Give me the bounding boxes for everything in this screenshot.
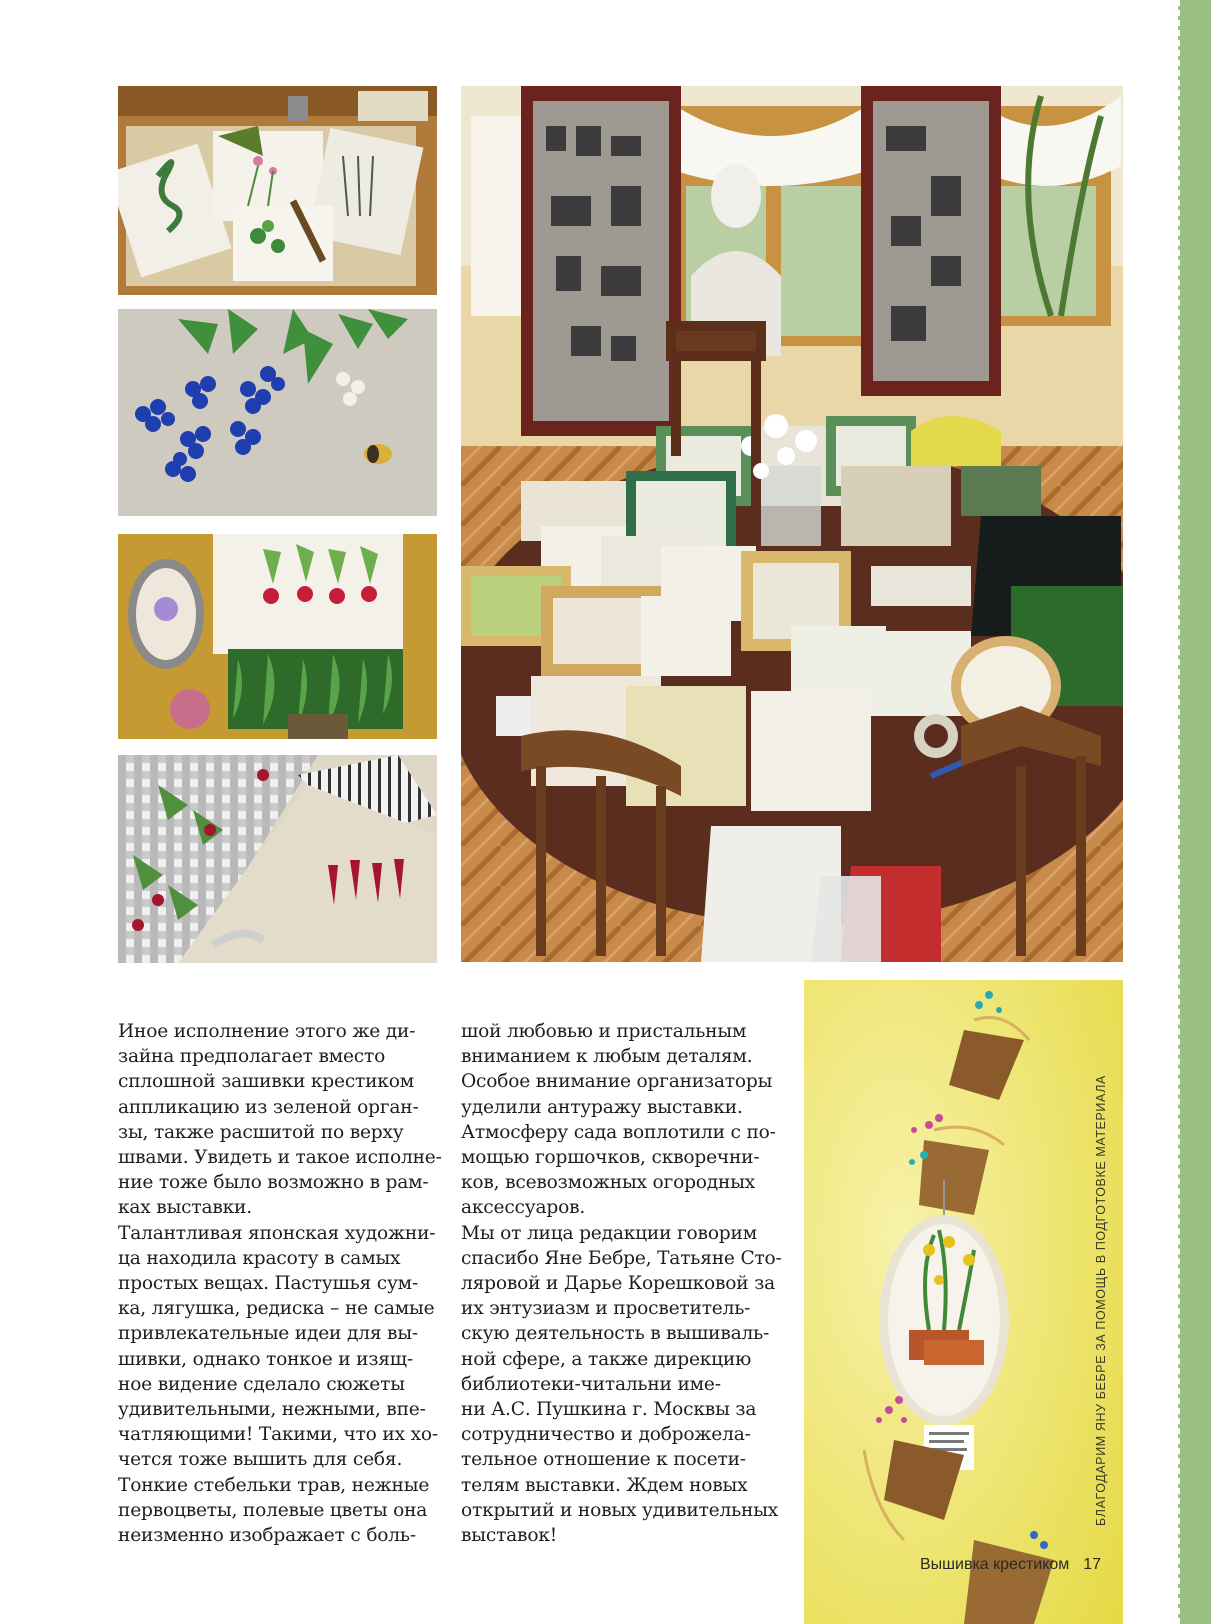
article-line: ной сфере, а также дирекцию — [461, 1348, 752, 1370]
article-line: ляровой и Дарье Корешковой за — [461, 1273, 776, 1295]
article-line: Талантливая японская художни- — [118, 1222, 436, 1244]
article-line: зайна предполагает вместо — [118, 1046, 386, 1068]
article-line: вниманием к любым деталям. — [461, 1046, 753, 1068]
article-line: открытий и новых удивительных — [461, 1499, 779, 1521]
article-line: шивки, однако тонкое и изящ- — [118, 1348, 413, 1370]
article-line: Мы от лица редакции говорим — [461, 1222, 757, 1244]
article-line: выставок! — [461, 1525, 558, 1547]
article-line: простых вещах. Пастушья сум- — [118, 1273, 419, 1295]
article-line: ца находила красоту в самых — [118, 1247, 401, 1269]
article-line: сотрудничество и доброжела- — [461, 1424, 751, 1446]
article-line: аксессуаров. — [461, 1197, 586, 1219]
article-line: скую деятельность в вышиваль- — [461, 1323, 770, 1345]
photo-room — [461, 86, 1123, 962]
article-line: сплошной зашивки крестиком — [118, 1071, 414, 1093]
page-edge-stripe — [1178, 0, 1211, 1624]
photo-wall — [804, 980, 1123, 1624]
side-credit — [1094, 1075, 1116, 1526]
photo-radish — [118, 534, 437, 739]
article-line: ков, всевозможных огородных — [461, 1172, 756, 1194]
article-line: телям выставки. Ждем новых — [461, 1474, 748, 1496]
article-line: спасибо Яне Бебре, Татьяне Сто- — [461, 1247, 782, 1269]
article-line: ное видение сделало сюжеты — [118, 1373, 405, 1395]
article-line: их энтузиазм и просветитель- — [461, 1298, 751, 1320]
article-line: ние тоже было возможно в рам- — [118, 1172, 429, 1194]
article-line: чатляющими! Такими, что их хо- — [118, 1424, 438, 1446]
article-line: ка, лягушка, редиска – не самые — [118, 1298, 435, 1320]
article-line: тельное отношение к посети- — [461, 1449, 746, 1471]
article-line: швами. Увидеть и такое исполне- — [118, 1147, 442, 1169]
side-credit-text: БЛАГОДАРИМ ЯНУ БЕБРЕ ЗА ПОМОЩЬ В ПОДГОТОВКЕ МАТЕРИАЛА — [1094, 1075, 1108, 1526]
article-column-right — [461, 1019, 791, 1548]
photo-drawer — [118, 86, 437, 295]
article-line: мощью горшочков, скворечни- — [461, 1147, 760, 1169]
magazine-name: Вышивка крестиком — [920, 1556, 1070, 1573]
article-line: удивительными, нежными, впе- — [118, 1399, 426, 1421]
article-line: зы, также расшитой по верху — [118, 1121, 404, 1143]
article-line: ках выставки. — [118, 1197, 252, 1219]
article-line: неизменно изображает с боль- — [118, 1525, 416, 1547]
photo-towel — [118, 755, 437, 963]
page-footer — [920, 1556, 1101, 1574]
article-line: Особое внимание организаторы — [461, 1071, 773, 1093]
article-line: библиотеки-читальни име- — [461, 1373, 721, 1395]
article-line: аппликацию из зеленой орган- — [118, 1096, 419, 1118]
article-line: шой любовью и пристальным — [461, 1021, 747, 1042]
article-line: Тонкие стебельки трав, нежные — [118, 1474, 430, 1496]
page-number: 17 — [1083, 1556, 1102, 1573]
photo-berries — [118, 309, 437, 516]
article-line: Атмосферу сада воплотили с по- — [461, 1121, 776, 1143]
article-line: Иное исполнение этого же ди- — [118, 1021, 416, 1042]
article-line: первоцветы, полевые цветы она — [118, 1499, 428, 1521]
article-line: чется тоже вышить для себя. — [118, 1449, 403, 1471]
article-column-left — [118, 1019, 443, 1548]
article-line: уделили антуражу выставки. — [461, 1096, 743, 1118]
article-line: привлекательные идеи для вы- — [118, 1323, 419, 1345]
article-line: ни А.С. Пушкина г. Москвы за — [461, 1399, 757, 1421]
